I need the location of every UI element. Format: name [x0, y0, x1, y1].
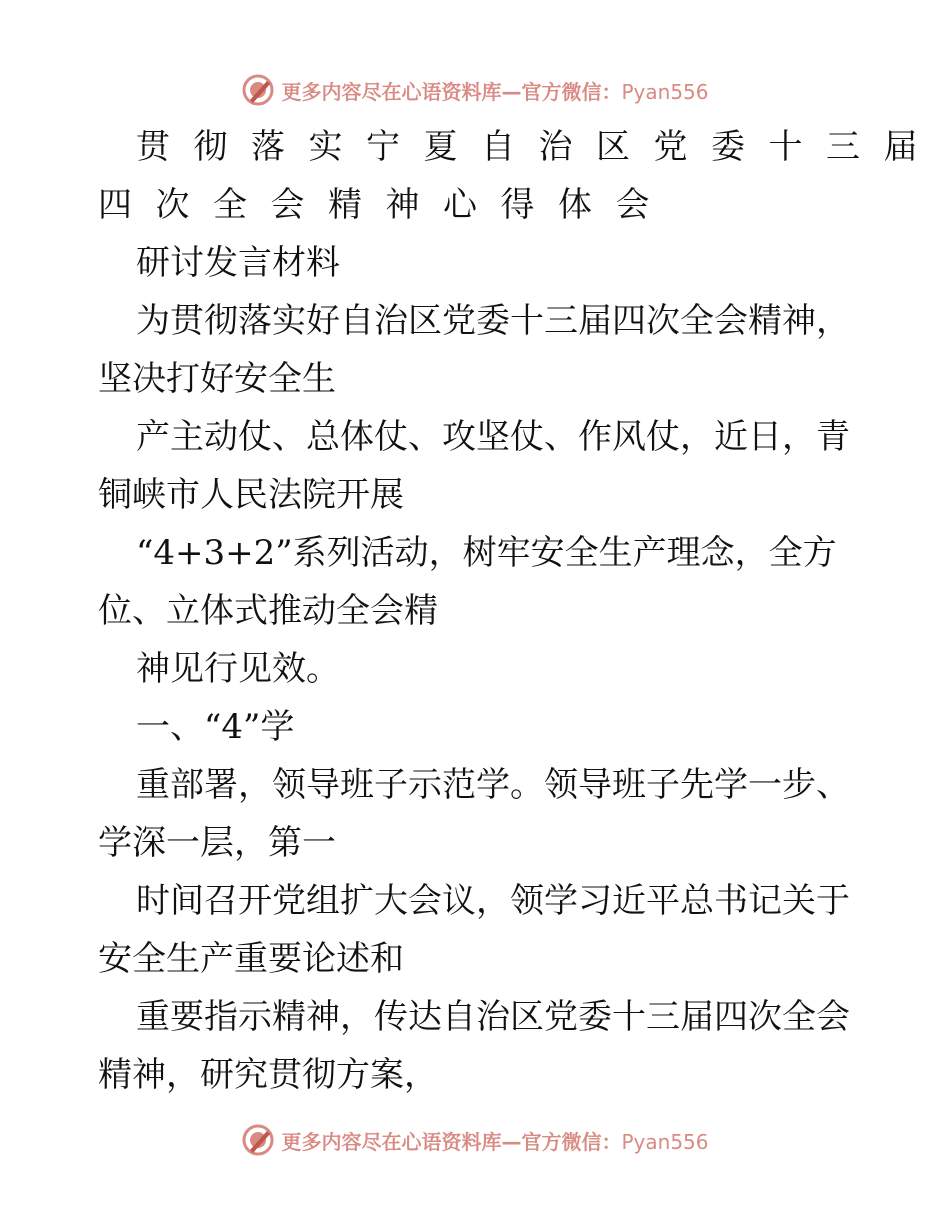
footer-watermark	[0, 1120, 950, 1160]
watermark-text: 更多内容尽在心语资料库—官方微信：Pyan556	[281, 79, 709, 104]
seal-pen-icon	[241, 1123, 275, 1157]
paragraph-line: 时间召开党组扩大会议，领学习近平总书记关于	[136, 881, 850, 921]
paragraph-line: 位、立体式推动全会精	[98, 591, 438, 631]
paragraph-line: 重部署，领导班子示范学。领导班子先学一步、	[136, 765, 850, 805]
paragraph-line: 为贯彻落实好自治区党委十三届四次全会精神，	[136, 301, 850, 341]
paragraph-line: 铜峡市人民法院开展	[98, 475, 404, 515]
paragraph-line: 安全生产重要论述和	[98, 939, 404, 979]
watermark-id: Pyan556	[621, 1129, 709, 1154]
document-body	[98, 118, 941, 1104]
paragraph-line: 精神，研究贯彻方案，	[98, 1055, 438, 1095]
paragraph-line: 神见行见效。	[136, 649, 340, 689]
paragraph-line: 重要指示精神，传达自治区党委十三届四次全会	[136, 997, 850, 1037]
paragraph-line: 研讨发言材料	[136, 243, 340, 283]
paragraph-line: “4+3+2”系列活动，树牢安全生产理念，全方	[136, 533, 837, 573]
watermark-id: Pyan556	[621, 79, 709, 104]
paragraph-line: 产主动仗、总体仗、攻坚仗、作风仗，近日，青	[136, 417, 850, 457]
section-heading: 一、“4”学	[136, 707, 295, 747]
document-title-line-2: 四次全会精神心得体会	[98, 185, 673, 225]
paragraph-line: 坚决打好安全生	[98, 359, 336, 399]
paragraph-line: 学深一层，第一	[98, 823, 336, 863]
document-title-line-1: 贯彻落实宁夏自治区党委十三届	[136, 127, 941, 167]
watermark-text: 更多内容尽在心语资料库—官方微信：Pyan556	[281, 1129, 709, 1154]
seal-pen-icon	[241, 73, 275, 107]
header-watermark	[0, 70, 950, 110]
